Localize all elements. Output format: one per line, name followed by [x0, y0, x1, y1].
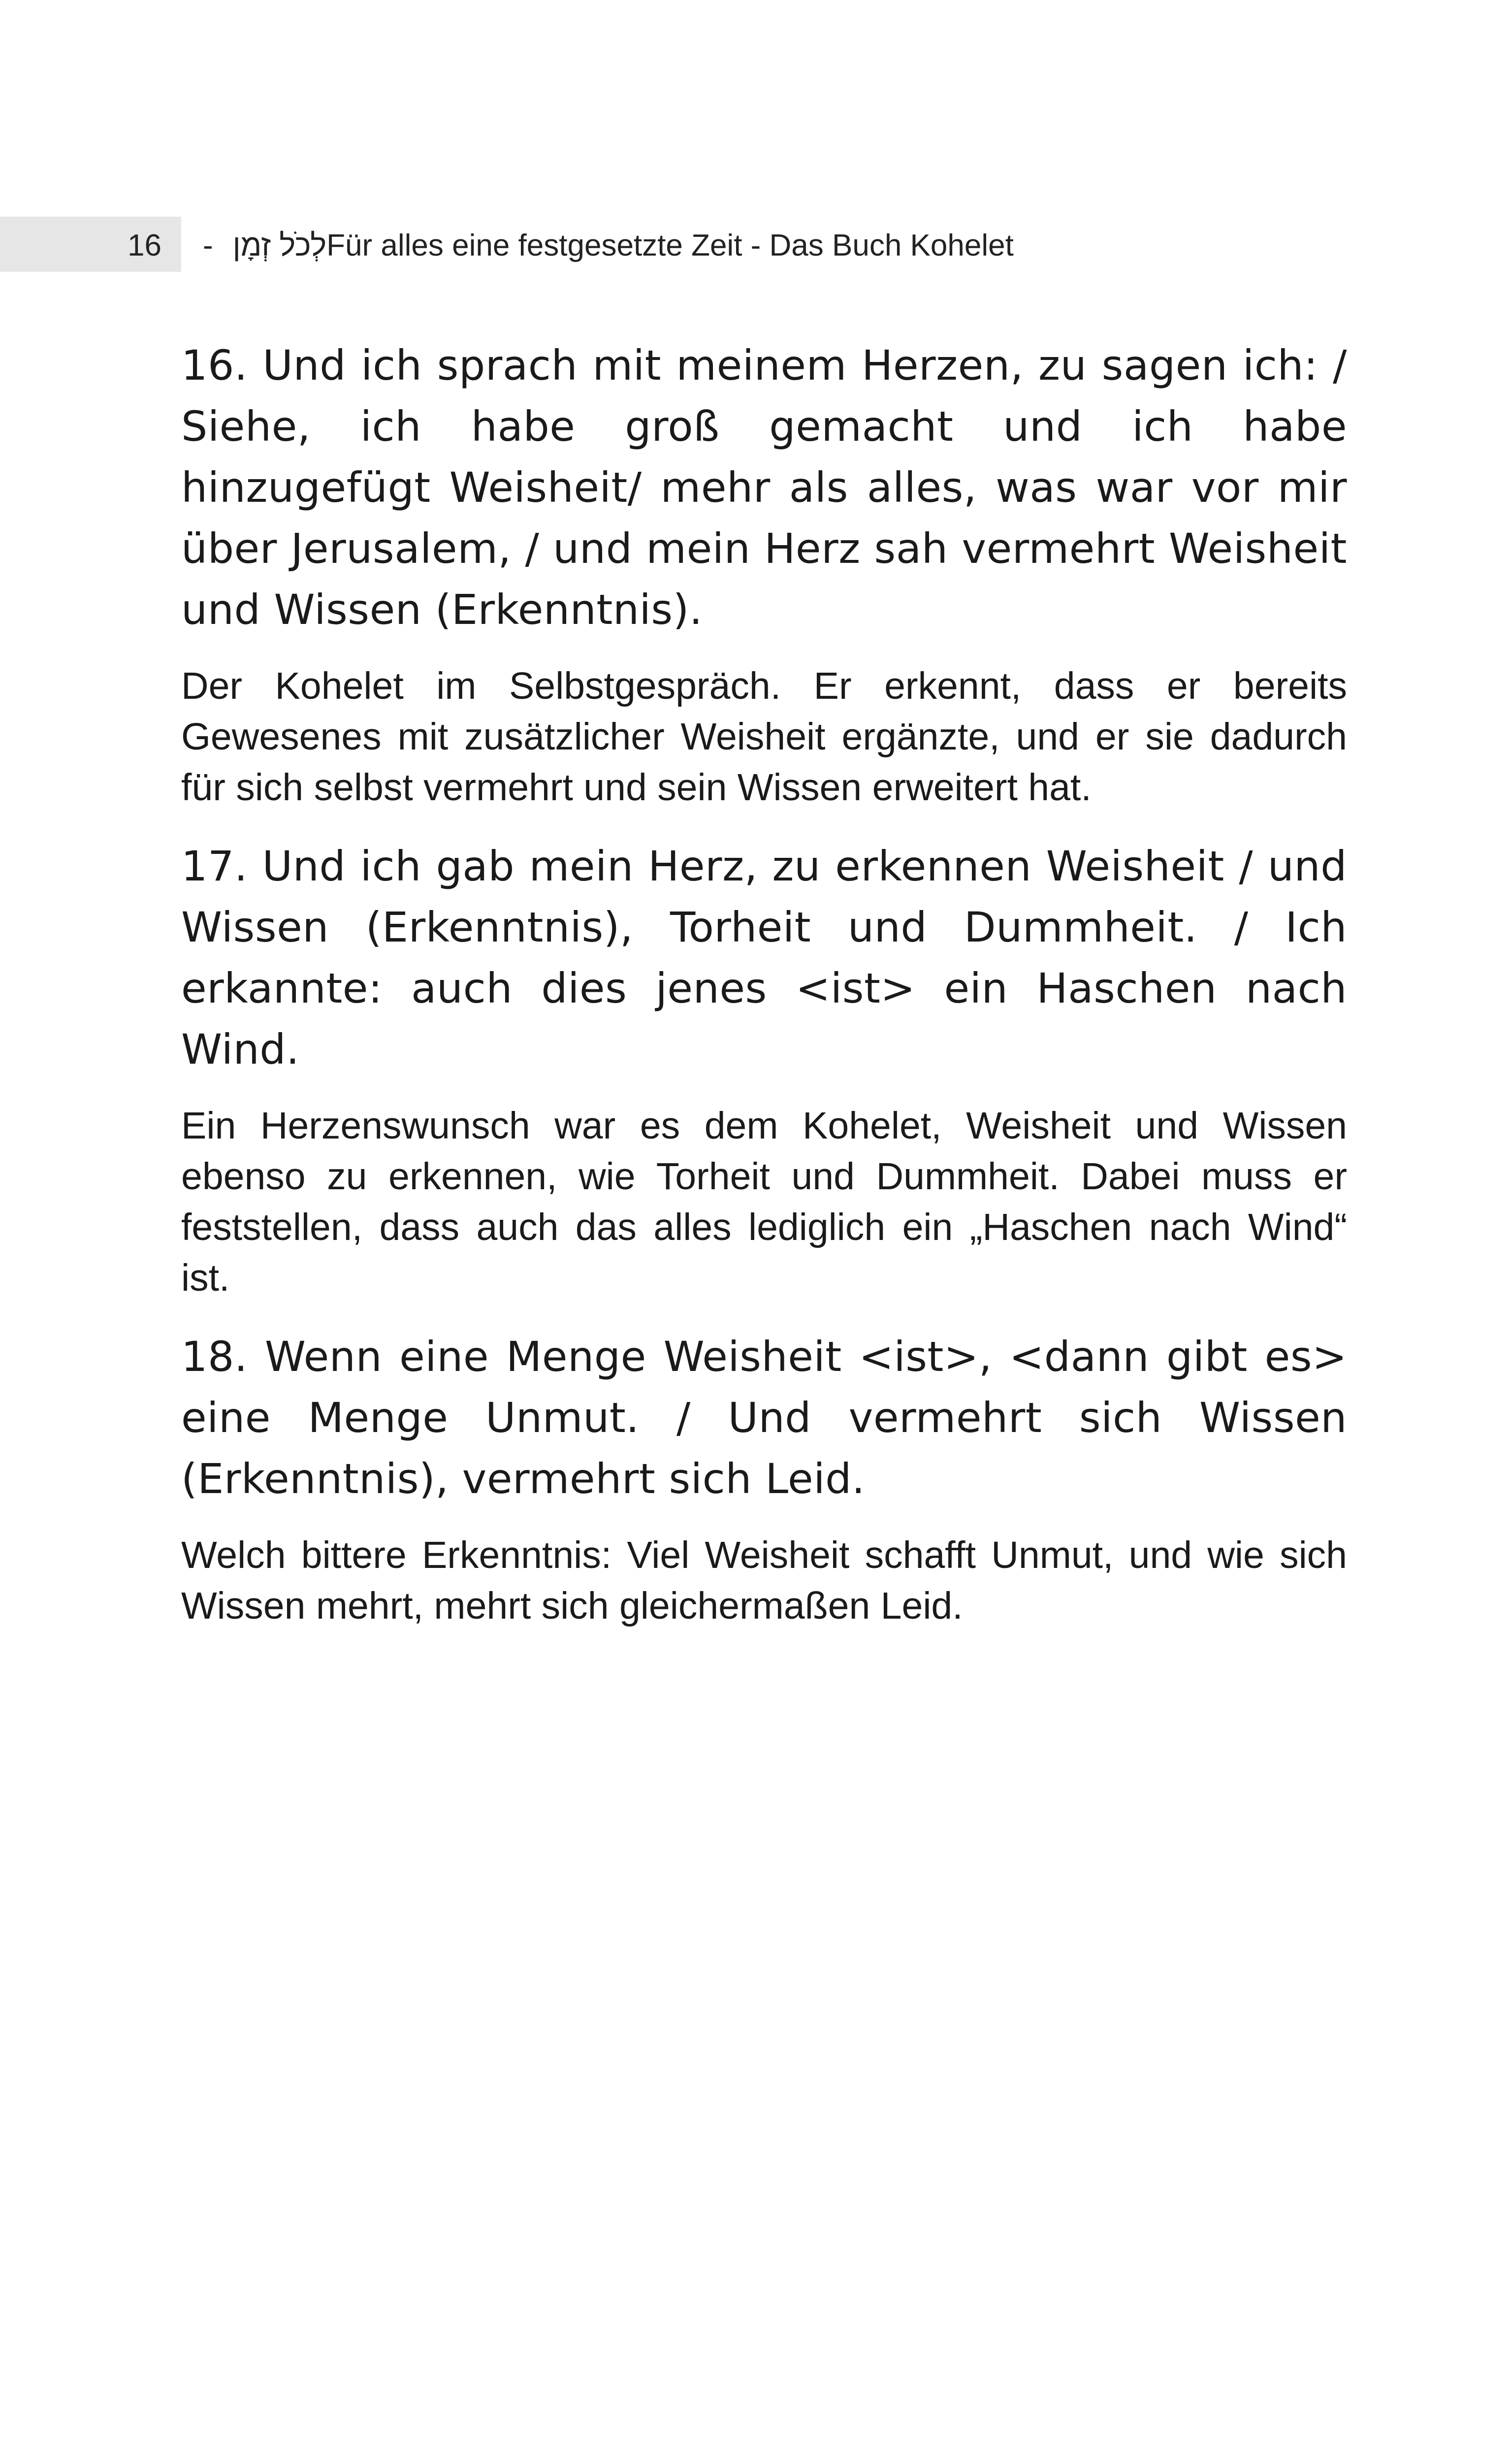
- commentary-16: Der Kohelet im Selbstgespräch. Er erkennt, dass er bereits Gewesenes mit zusätzlicher Weisheit ergänzte, und er sie dadurch für sich selbst vermehrt und sein Wissen erweitert hat.: [181, 665, 1347, 809]
- running-title: [203, 230, 1014, 261]
- commentary-17: Ein Herzenswunsch war es dem Kohelet, Weisheit und Wissen ebenso zu erkennen, wie Torheit und Dummheit. Dabei muss er feststellen, dass auch das alles lediglich ein „Haschen nach Wind“ ist.: [181, 1105, 1347, 1299]
- page-header: [0, 217, 1512, 272]
- page-body: [181, 335, 1347, 1654]
- verse-16: 16. Und ich sprach mit meinem Herzen, zu sagen ich: / Siehe, ich habe groß gemacht und ich habe hinzugefügt Weisheit/ mehr als alles, was war vor mir über Jerusalem, / und mein Herz sah vermehrt Weisheit und Wissen (Erkenntnis).: [181, 341, 1347, 634]
- verse-17: 17. Und ich gab mein Herz, zu erkennen Weisheit / und Wissen (Erkenntnis), Torheit und Dummheit. / Ich erkannte: auch dies jenes <ist> ein Haschen nach Wind.: [181, 842, 1347, 1074]
- hebrew-title: לְכֹל זְמָן: [232, 228, 327, 262]
- book-title: Für alles eine festgesetzte Zeit - Das Buch Kohelet: [326, 228, 1014, 262]
- verse-18: 18. Wenn eine Menge Weisheit <ist>, <dann gibt es> eine Menge Unmut. / Und vermehrt sich Wissen (Erkenntnis), vermehrt sich Leid.: [181, 1333, 1347, 1503]
- commentary-18: Welch bittere Erkenntnis: Viel Weisheit schafft Unmut, und wie sich Wissen mehrt, mehrt sich gleichermaßen Leid.: [181, 1534, 1347, 1627]
- page-number: 16: [128, 228, 161, 262]
- title-separator: -: [203, 228, 213, 262]
- page-number-box: [0, 217, 181, 272]
